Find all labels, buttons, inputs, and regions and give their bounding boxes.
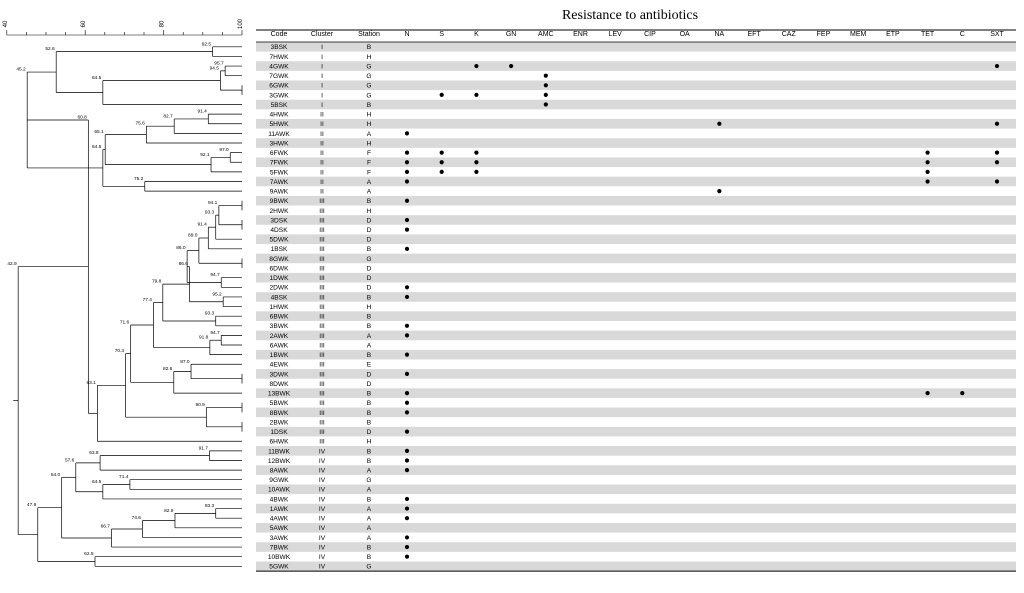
resistance-dot xyxy=(474,93,478,97)
cell-cluster: IV xyxy=(318,486,326,494)
node-similarity-label: 82.7 xyxy=(163,114,173,120)
cell-code: 2HWK xyxy=(269,207,289,215)
cell-station: H xyxy=(366,207,372,215)
cell-code: 6FWK xyxy=(269,150,289,158)
node-similarity-label: 94.7 xyxy=(210,273,220,279)
header-station: Station xyxy=(358,31,380,38)
cell-cluster: I xyxy=(321,44,323,52)
resistance-dot xyxy=(509,64,513,68)
node-similarity-label: 87.0 xyxy=(180,359,190,365)
cell-code: 4BSK xyxy=(270,294,288,302)
resistance-dot xyxy=(405,333,409,337)
cell-code: 1BSK xyxy=(270,246,288,254)
node-similarity-label: 79.8 xyxy=(151,279,162,285)
scale-tick-label: 100 xyxy=(238,18,244,30)
cell-station: F xyxy=(366,150,372,158)
cell-code: 5BWK xyxy=(269,400,289,408)
cell-cluster: III xyxy=(319,265,325,273)
node-similarity-label: 94.1 xyxy=(208,201,218,207)
node-similarity-label: 93.3 xyxy=(204,311,215,317)
cell-station: D xyxy=(366,380,372,388)
cell-station: G xyxy=(366,477,372,485)
cell-station: B xyxy=(366,419,372,427)
cell-station: D xyxy=(366,275,372,283)
resistance-dot xyxy=(925,151,929,155)
node-similarity-label: 91.4 xyxy=(197,109,207,115)
cell-cluster: IV xyxy=(318,525,326,533)
cell-station: A xyxy=(366,342,372,350)
cell-station: H xyxy=(366,140,372,148)
cell-cluster: III xyxy=(319,246,325,254)
cell-code: 1DWK xyxy=(269,275,289,283)
cell-station: E xyxy=(366,361,372,369)
header-antibiotic: CAZ xyxy=(781,31,796,38)
cell-station: B xyxy=(366,457,372,465)
node-similarity-label: 54.0 xyxy=(50,472,61,478)
resistance-dot xyxy=(405,151,409,155)
table-title: Resistance to antibiotics xyxy=(561,8,699,23)
cell-cluster: IV xyxy=(318,554,326,562)
cell-station: B xyxy=(366,496,372,504)
resistance-dot xyxy=(405,468,409,472)
resistance-dot xyxy=(405,353,409,357)
node-similarity-label: 57.6 xyxy=(64,458,75,464)
resistance-dot xyxy=(405,506,409,510)
cell-cluster: IV xyxy=(318,477,326,485)
header-antibiotic: S xyxy=(439,31,445,38)
cell-station: D xyxy=(366,429,372,437)
resistance-dot xyxy=(405,285,409,289)
resistance-dot xyxy=(544,74,548,78)
cell-cluster: III xyxy=(319,207,325,215)
cell-cluster: III xyxy=(319,303,325,311)
cell-station: G xyxy=(366,563,372,571)
resistance-dot xyxy=(405,218,409,222)
node-similarity-label: 75.6 xyxy=(135,121,145,127)
cell-code: 11AWK xyxy=(268,130,290,138)
cell-station: B xyxy=(366,198,372,206)
cell-station: B xyxy=(366,323,372,331)
node-similarity-label: 63.1 xyxy=(86,380,96,386)
resistance-dot xyxy=(544,93,548,97)
cell-station: H xyxy=(366,121,372,129)
header-antibiotic: FEP xyxy=(816,31,831,38)
cell-code: 6AWK xyxy=(269,342,289,350)
cell-code: 12BWK xyxy=(267,457,291,465)
cell-cluster: IV xyxy=(318,563,326,571)
header-antibiotic: OA xyxy=(679,31,690,38)
resistance-dot xyxy=(405,295,409,299)
resistance-dot xyxy=(405,458,409,462)
cell-code: 3BSK xyxy=(270,44,288,52)
cell-station: G xyxy=(366,92,372,100)
resistance-dot xyxy=(405,497,409,501)
node-similarity-label: 52.6 xyxy=(45,47,55,53)
node-similarity-label: 62.5 xyxy=(84,552,94,558)
resistance-dot xyxy=(405,131,409,135)
cell-station: A xyxy=(366,486,372,494)
resistance-dot xyxy=(405,324,409,328)
cell-code: 10AWK xyxy=(267,486,291,494)
cell-station: G xyxy=(366,255,372,263)
node-similarity-label: 66.7 xyxy=(100,524,110,530)
header-code: Code xyxy=(270,31,288,38)
cell-cluster: III xyxy=(319,236,325,244)
resistance-dot xyxy=(440,93,444,97)
resistance-dot xyxy=(925,391,929,395)
node-similarity-label: 92.5 xyxy=(201,42,212,48)
header-antibiotic: K xyxy=(474,31,479,38)
node-similarity-label: 94.5 xyxy=(209,66,219,72)
header-antibiotic: EFT xyxy=(747,31,761,38)
cell-cluster: III xyxy=(319,371,325,379)
cell-cluster: III xyxy=(319,323,325,331)
cell-code: 8BWK xyxy=(269,409,289,417)
resistance-dot xyxy=(717,189,721,193)
node-similarity-label: 65.1 xyxy=(94,130,104,136)
cell-station: A xyxy=(366,515,372,523)
resistance-dot xyxy=(474,64,478,68)
node-similarity-label: 70.3 xyxy=(114,349,125,355)
header-antibiotic: ENR xyxy=(573,31,588,38)
cell-station: G xyxy=(366,73,372,81)
resistance-dot xyxy=(405,555,409,559)
cell-code: 8GWK xyxy=(269,255,289,263)
cell-cluster: III xyxy=(319,419,325,427)
node-similarity-label: 64.5 xyxy=(91,480,102,486)
node-similarity-label: 82.9 xyxy=(164,508,174,514)
cell-code: 5AWK xyxy=(269,525,289,533)
cell-code: 3HWK xyxy=(269,140,289,148)
header-antibiotic: ETP xyxy=(886,31,900,38)
cell-cluster: I xyxy=(321,73,323,81)
cell-cluster: III xyxy=(319,217,325,225)
scale-tick-label: 40 xyxy=(2,20,9,28)
cell-code: 6DWK xyxy=(269,265,289,273)
cell-station: H xyxy=(366,53,372,61)
node-similarity-label: 77.4 xyxy=(142,298,152,304)
cell-station: D xyxy=(366,265,372,273)
cell-station: H xyxy=(366,438,372,446)
cell-code: 1AWK xyxy=(269,505,289,513)
cell-cluster: II xyxy=(320,121,324,129)
cell-station: A xyxy=(366,525,372,533)
cell-cluster: III xyxy=(319,198,325,206)
header-antibiotic: TET xyxy=(920,31,935,38)
cell-code: 6GWK xyxy=(269,82,289,90)
scale-tick-label: 60 xyxy=(81,20,88,28)
cell-cluster: IV xyxy=(318,496,326,504)
header-antibiotic: GN xyxy=(505,31,517,38)
cell-cluster: I xyxy=(321,53,323,61)
cell-code: 3BWK xyxy=(269,323,289,331)
cell-cluster: III xyxy=(319,332,325,340)
cell-cluster: IV xyxy=(318,448,326,456)
resistance-dot xyxy=(405,160,409,164)
cell-cluster: III xyxy=(319,361,325,369)
cell-station: B xyxy=(366,448,372,456)
cell-code: 8DWK xyxy=(269,380,289,388)
cell-code: 3GWK xyxy=(269,92,289,100)
resistance-dot xyxy=(995,179,999,183)
cell-station: A xyxy=(366,467,372,475)
cell-station: B xyxy=(366,313,372,321)
node-similarity-label: 91.8 xyxy=(199,335,209,341)
node-similarity-label: 97.0 xyxy=(219,148,229,154)
cell-station: A xyxy=(366,332,372,340)
cell-cluster: II xyxy=(320,150,324,158)
node-similarity-label: 71.6 xyxy=(119,320,130,326)
node-similarity-label: 86.6 xyxy=(178,262,188,268)
cell-station: B xyxy=(366,44,372,52)
header-antibiotic: N xyxy=(404,31,410,38)
cell-code: 7FWK xyxy=(269,159,289,167)
resistance-dot xyxy=(995,151,999,155)
cell-code: 2BWK xyxy=(269,419,289,427)
cell-station: H xyxy=(366,111,372,119)
cell-code: 1BWK xyxy=(269,352,289,360)
cell-cluster: I xyxy=(321,101,323,109)
cell-station: B xyxy=(366,390,372,398)
cell-cluster: II xyxy=(320,159,324,167)
node-similarity-label: 60.8 xyxy=(77,115,87,121)
cell-code: 5HWK xyxy=(269,121,289,129)
resistance-dot xyxy=(405,391,409,395)
resistance-dot xyxy=(405,170,409,174)
cell-code: 1HWK xyxy=(269,303,289,311)
node-similarity-label: 89.0 xyxy=(188,233,198,239)
cell-cluster: II xyxy=(320,188,324,196)
cell-station: B xyxy=(366,246,372,254)
node-similarity-label: 95.7 xyxy=(214,61,224,67)
header-antibiotic: MEM xyxy=(850,31,867,38)
cell-cluster: III xyxy=(319,438,325,446)
cell-code: 2AWK xyxy=(269,332,289,340)
cell-cluster: II xyxy=(320,140,324,148)
node-similarity-label: 42.9 xyxy=(7,262,17,268)
node-similarity-label: 90.9 xyxy=(195,403,205,409)
resistance-dot xyxy=(544,102,548,106)
cell-station: B xyxy=(366,352,372,360)
cell-code: 6BWK xyxy=(269,313,289,321)
cell-cluster: IV xyxy=(318,534,326,542)
node-similarity-label: 82.6 xyxy=(162,366,173,372)
cell-code: 1DSK xyxy=(270,429,288,437)
resistance-dot xyxy=(405,401,409,405)
scale-tick-label: 80 xyxy=(159,20,166,28)
cell-station: F xyxy=(366,159,372,167)
header-antibiotic: LEV xyxy=(608,31,622,38)
cell-cluster: III xyxy=(319,284,325,292)
header-cluster: Cluster xyxy=(310,31,334,38)
cell-cluster: II xyxy=(320,111,324,119)
cell-code: 4HWK xyxy=(269,111,289,119)
resistance-dot xyxy=(544,83,548,87)
cell-code: 8AWK xyxy=(269,467,289,475)
cell-code: 9AWK xyxy=(269,188,289,196)
cell-station: H xyxy=(366,303,372,311)
resistance-dot xyxy=(995,122,999,126)
node-similarity-label: 71.4 xyxy=(119,475,129,481)
cell-cluster: III xyxy=(319,429,325,437)
cell-cluster: III xyxy=(319,275,325,283)
header-antibiotic: C xyxy=(959,31,965,38)
resistance-dot xyxy=(405,410,409,414)
resistance-dot xyxy=(405,179,409,183)
cell-code: 5BSK xyxy=(270,101,288,109)
node-similarity-label: 64.5 xyxy=(91,75,102,81)
resistance-dot xyxy=(960,391,964,395)
cell-cluster: I xyxy=(321,92,323,100)
cell-station: B xyxy=(366,554,372,562)
cell-station: D xyxy=(366,371,372,379)
node-similarity-label: 91.7 xyxy=(198,446,208,452)
cell-code: 4EWK xyxy=(269,361,289,369)
cell-cluster: I xyxy=(321,63,323,71)
cell-code: 3DSK xyxy=(270,217,288,225)
cell-code: 6HWK xyxy=(269,438,289,446)
resistance-dot xyxy=(405,227,409,231)
cell-code: 11BWK xyxy=(268,448,290,456)
cell-cluster: II xyxy=(320,130,324,138)
resistance-dot xyxy=(995,64,999,68)
header-antibiotic: NA xyxy=(714,31,725,38)
cell-code: 7AWK xyxy=(269,178,289,186)
cell-cluster: II xyxy=(320,169,324,177)
node-similarity-label: 93.3 xyxy=(204,210,215,216)
cell-station: F xyxy=(366,169,372,177)
cell-cluster: III xyxy=(319,226,325,234)
node-similarity-label: 47.9 xyxy=(26,503,37,509)
cell-cluster: II xyxy=(320,178,324,186)
cell-cluster: III xyxy=(319,313,325,321)
cell-code: 4BWK xyxy=(269,496,289,504)
cell-cluster: IV xyxy=(318,467,326,475)
resistance-dot xyxy=(405,535,409,539)
cell-station: A xyxy=(366,534,372,542)
node-similarity-label: 74.6 xyxy=(131,516,141,522)
node-similarity-label: 95.2 xyxy=(212,292,222,298)
header-antibiotic: AMC xyxy=(538,31,554,38)
resistance-dot xyxy=(405,199,409,203)
cell-cluster: III xyxy=(319,352,325,360)
cell-station: D xyxy=(366,217,372,225)
header-antibiotic: CIP xyxy=(644,31,656,38)
node-similarity-label: 64.5 xyxy=(91,145,102,151)
cell-code: 4AWK xyxy=(269,515,289,523)
cell-cluster: III xyxy=(319,255,325,263)
node-similarity-label: 45.2 xyxy=(16,67,26,73)
cell-station: A xyxy=(366,505,372,513)
cell-cluster: III xyxy=(319,400,325,408)
cell-station: D xyxy=(366,236,372,244)
cell-cluster: IV xyxy=(318,515,326,523)
cell-station: D xyxy=(366,284,372,292)
cell-code: 9BWK xyxy=(269,198,289,206)
cell-cluster: IV xyxy=(318,505,326,513)
cell-cluster: III xyxy=(319,294,325,302)
resistance-dot xyxy=(474,170,478,174)
resistance-dot xyxy=(474,160,478,164)
resistance-dot xyxy=(405,545,409,549)
cell-code: 7GWK xyxy=(269,73,289,81)
resistance-dot xyxy=(405,247,409,251)
node-similarity-label: 91.4 xyxy=(197,222,207,228)
cell-code: 7BWK xyxy=(269,544,289,552)
cell-code: 7HWK xyxy=(269,53,289,61)
node-similarity-label: 86.0 xyxy=(176,246,186,252)
resistance-dot xyxy=(405,430,409,434)
cell-code: 3AWK xyxy=(269,534,289,542)
node-similarity-label: 63.8 xyxy=(89,451,99,457)
cell-code: 9GWK xyxy=(269,477,289,485)
resistance-dot xyxy=(440,170,444,174)
resistance-dot xyxy=(925,170,929,174)
resistance-dot xyxy=(405,372,409,376)
resistance-dot xyxy=(717,122,721,126)
header-antibiotic: SXT xyxy=(990,31,1004,38)
cell-code: 3DWK xyxy=(269,371,289,379)
cell-code: 5FWK xyxy=(269,169,289,177)
resistance-dot xyxy=(405,449,409,453)
cell-code: 10BWK xyxy=(267,554,291,562)
node-similarity-label: 94.7 xyxy=(210,330,220,336)
cell-station: A xyxy=(366,130,372,138)
cell-cluster: III xyxy=(319,380,325,388)
cell-code: 5DWK xyxy=(269,236,289,244)
node-similarity-label: 92.1 xyxy=(200,152,210,158)
cell-station: D xyxy=(366,226,372,234)
cell-station: B xyxy=(366,544,372,552)
resistance-dot xyxy=(440,160,444,164)
resistance-dot xyxy=(995,160,999,164)
resistance-dot xyxy=(405,516,409,520)
node-similarity-label: 93.3 xyxy=(204,504,215,510)
node-similarity-label: 75.2 xyxy=(133,176,144,182)
cell-code: 2DWK xyxy=(269,284,289,292)
cell-station: G xyxy=(366,63,372,71)
cell-code: 4DSK xyxy=(270,226,288,234)
resistance-dot xyxy=(925,160,929,164)
cell-cluster: III xyxy=(319,409,325,417)
cell-station: B xyxy=(366,409,372,417)
cell-cluster: IV xyxy=(318,457,326,465)
cell-code: 13BWK xyxy=(267,390,291,398)
cell-cluster: I xyxy=(321,82,323,90)
resistance-dot xyxy=(925,179,929,183)
resistance-dot xyxy=(440,151,444,155)
cell-station: B xyxy=(366,294,372,302)
cell-cluster: IV xyxy=(318,544,326,552)
cell-station: G xyxy=(366,82,372,90)
cell-code: 5GWK xyxy=(269,563,289,571)
cell-station: A xyxy=(366,188,372,196)
cell-cluster: III xyxy=(319,342,325,350)
cell-cluster: III xyxy=(319,390,325,398)
cell-station: A xyxy=(366,178,372,186)
resistance-dot xyxy=(474,151,478,155)
cell-station: B xyxy=(366,101,372,109)
cell-code: 4GWK xyxy=(269,63,289,71)
cell-station: B xyxy=(366,400,372,408)
